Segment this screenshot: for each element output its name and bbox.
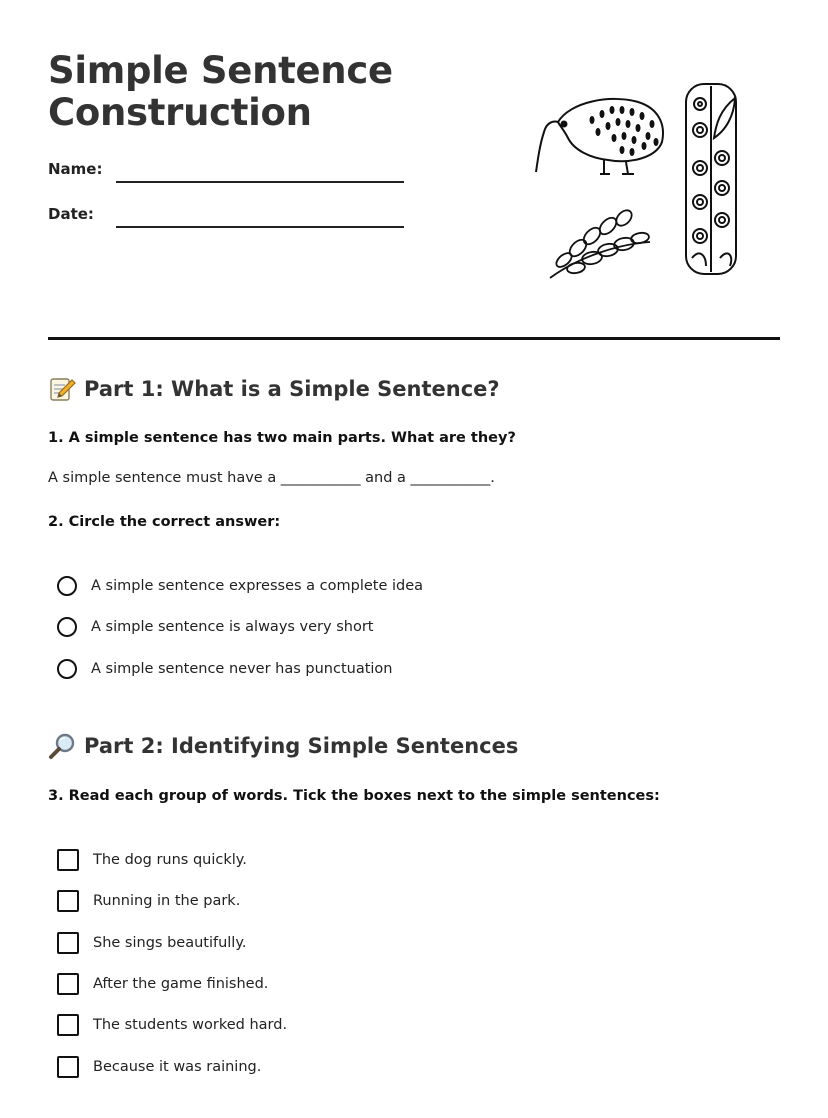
checkbox-label: The students worked hard. bbox=[93, 1017, 288, 1033]
checkbox-item-4[interactable] bbox=[57, 973, 268, 995]
fern-icon bbox=[550, 207, 650, 278]
memo-pencil-icon bbox=[48, 375, 76, 403]
title-line-1: Simple Sentence bbox=[48, 49, 393, 92]
question-2: 2. Circle the correct answer: bbox=[48, 514, 281, 530]
radio-option-label: A simple sentence never has punctuation bbox=[91, 661, 393, 677]
decorative-illustration bbox=[530, 80, 745, 285]
checkbox-label: After the game finished. bbox=[93, 976, 269, 992]
radio-circle[interactable] bbox=[57, 576, 77, 596]
checkbox[interactable] bbox=[57, 1056, 79, 1078]
worksheet-title bbox=[48, 50, 393, 134]
part-2-heading-text: Part 2: Identifying Simple Sentences bbox=[84, 734, 519, 758]
radio-circle[interactable] bbox=[57, 617, 77, 637]
radio-option-3[interactable] bbox=[57, 659, 392, 679]
checkbox-label: The dog runs quickly. bbox=[93, 852, 247, 868]
checkbox-item-5[interactable] bbox=[57, 1014, 287, 1036]
name-label: Name: bbox=[48, 160, 103, 178]
part-2-heading bbox=[48, 732, 518, 760]
checkbox[interactable] bbox=[57, 932, 79, 954]
question-1: 1. A simple sentence has two main parts. What are they? bbox=[48, 430, 516, 446]
question-3: 3. Read each group of words. Tick the boxes next to the simple sentences: bbox=[48, 788, 660, 804]
checkbox-label: She sings beautifully. bbox=[93, 935, 247, 951]
radio-circle[interactable] bbox=[57, 659, 77, 679]
carved-panel-icon bbox=[686, 84, 736, 274]
header-divider bbox=[48, 337, 780, 340]
date-field[interactable] bbox=[116, 226, 404, 228]
checkbox-item-1[interactable] bbox=[57, 849, 247, 871]
kiwi-bird-icon bbox=[536, 99, 663, 174]
part-1-heading-text: Part 1: What is a Simple Sentence? bbox=[84, 377, 500, 401]
checkbox[interactable] bbox=[57, 849, 79, 871]
checkbox[interactable] bbox=[57, 1014, 79, 1036]
title-line-2: Construction bbox=[48, 91, 312, 134]
checkbox-item-6[interactable] bbox=[57, 1056, 261, 1078]
radio-option-label: A simple sentence expresses a complete idea bbox=[91, 578, 424, 594]
checkbox[interactable] bbox=[57, 973, 79, 995]
question-1-answer-line[interactable]: A simple sentence must have a ___________ and a ___________. bbox=[48, 470, 495, 486]
checkbox-label: Because it was raining. bbox=[93, 1059, 262, 1075]
radio-option-2[interactable] bbox=[57, 617, 373, 637]
magnifying-glass-icon bbox=[48, 732, 76, 760]
date-label: Date: bbox=[48, 205, 94, 223]
radio-option-1[interactable] bbox=[57, 576, 423, 596]
part-1-heading bbox=[48, 375, 500, 403]
radio-option-label: A simple sentence is always very short bbox=[91, 619, 374, 635]
name-field[interactable] bbox=[116, 181, 404, 183]
checkbox[interactable] bbox=[57, 890, 79, 912]
checkbox-label: Running in the park. bbox=[93, 893, 241, 909]
checkbox-item-2[interactable] bbox=[57, 890, 240, 912]
checkbox-item-3[interactable] bbox=[57, 932, 246, 954]
